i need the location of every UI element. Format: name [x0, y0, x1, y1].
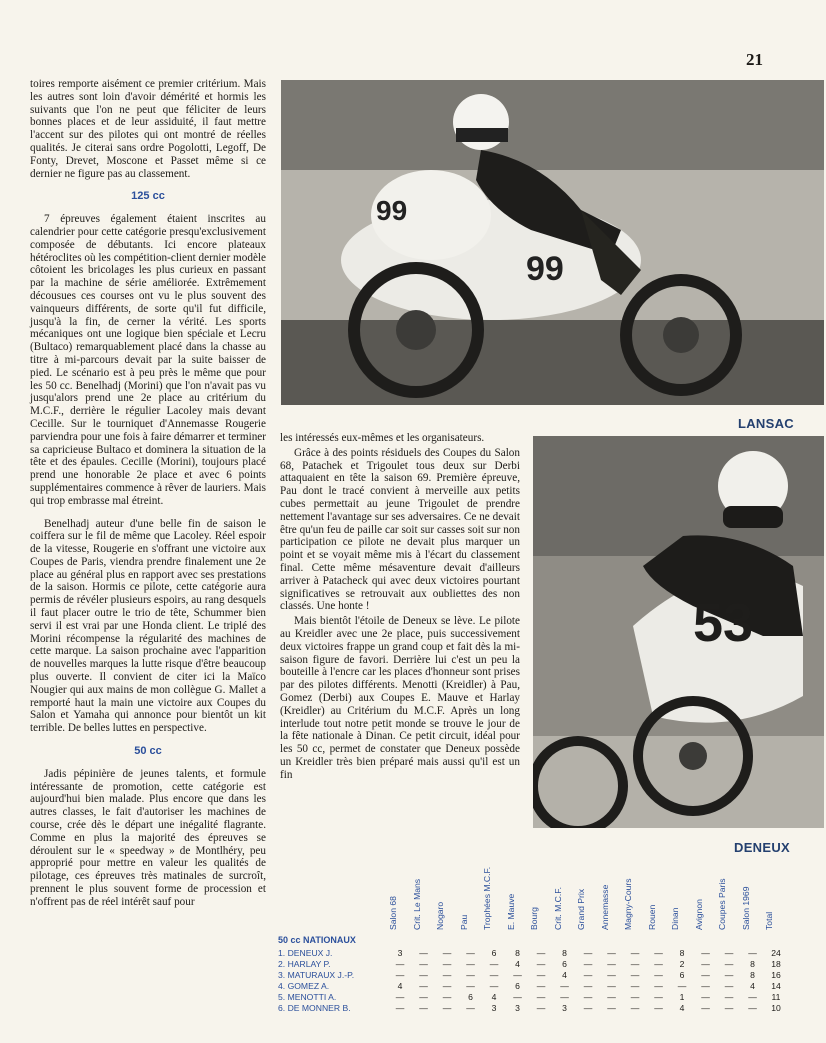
table-cell: —	[607, 970, 616, 980]
table-cell: 10	[771, 1003, 781, 1013]
table-cell: 11	[771, 992, 781, 1002]
column-header	[388, 864, 410, 930]
race-number: 53	[693, 593, 754, 653]
table-cell: —	[630, 959, 640, 969]
paragraph: Mais bientôt l'étoile de Deneux se lève. Le pilote au Kreidler avec une 2e place, puis successivement deux victoires frappe un grand coup et fait dès la mi-saison figure de favori. Derrière lui c'est un peu la bouteille à l'encre car les places d'honneur sont prises par des pilotes différents. Menotti (Kreidler) à Pau, Gomez (Derbi) aux Coupes E. Mauve et Harlay (Kreidler) au Critérium du M.C.F. Après un long interlude tout notre petit monde se trouve le jour de la fête nationale à Dinan. Ce petit circuit, idéal pour les 50 cc, permet de constater que Deneux possède un Kreidler très bien préparé mais aussi qu'il est un fin	[280, 615, 520, 781]
column-header-label: Magny-Cours	[623, 878, 633, 930]
table-cell: 8	[515, 948, 520, 958]
table-cell: —	[513, 992, 522, 1002]
table-cell: 4	[750, 981, 755, 991]
table-cell: 3	[491, 1003, 497, 1013]
table-row	[278, 981, 329, 991]
table-cell: —	[630, 981, 640, 991]
column-header	[529, 864, 551, 930]
table-cell: 16	[771, 970, 781, 980]
table-cell: —	[560, 992, 569, 1002]
table-cell: —	[583, 959, 593, 969]
table-cell: —	[419, 981, 428, 991]
section-heading-125cc: 125 cc	[131, 190, 165, 203]
column-header-label: Bourg	[529, 907, 539, 930]
column-header	[717, 864, 739, 930]
table-cell: 18	[771, 959, 781, 969]
table-cell: —	[536, 1003, 546, 1013]
table-cell: —	[748, 948, 757, 958]
column-header	[693, 864, 716, 930]
table-cell: 14	[771, 981, 781, 991]
table-cell: —	[395, 992, 405, 1002]
table-cell: —	[489, 981, 499, 991]
table-cell: —	[607, 959, 616, 969]
table-cell: —	[724, 981, 734, 991]
rank: 4.	[278, 981, 288, 991]
table-cell: —	[630, 992, 640, 1002]
rank: 5.	[278, 992, 288, 1002]
table-cell: —	[536, 992, 546, 1002]
table-cell: —	[442, 959, 452, 969]
rider-name: GOMEZ A.	[287, 981, 330, 991]
standings-table	[276, 860, 816, 1020]
photo-lansac	[281, 80, 824, 405]
table-cell: 6	[562, 959, 567, 969]
column-header-label: Crit. Le Mans	[411, 878, 422, 930]
table-row	[278, 992, 336, 1002]
table-cell: —	[395, 970, 405, 980]
column-header-label: Grand Prix	[576, 888, 586, 930]
column-header-label: Avignon	[693, 899, 704, 930]
column-header-label: Dinan	[670, 907, 680, 930]
rider-name: MENOTTI A.	[287, 992, 337, 1002]
table-cell: —	[513, 970, 522, 980]
table-cell: —	[607, 948, 616, 958]
table-cell: 6	[468, 992, 473, 1002]
column-header	[670, 864, 692, 930]
race-number: 99	[526, 250, 564, 288]
table-cell: —	[395, 959, 405, 969]
table-cell: —	[701, 970, 710, 980]
rank: 3.	[278, 970, 288, 980]
table-cell: —	[466, 970, 475, 980]
table-cell: —	[583, 992, 593, 1002]
table-cell: —	[442, 981, 452, 991]
table-cell: —	[419, 1003, 428, 1013]
table-cell: —	[419, 959, 428, 969]
table-cell: —	[442, 992, 452, 1002]
table-cell: —	[701, 948, 710, 958]
table-cell: —	[442, 948, 452, 958]
rider-name: MATURAUX J.-P.	[287, 970, 355, 980]
table-cell: —	[466, 1003, 475, 1013]
table-cell: —	[654, 970, 663, 980]
table-cell: —	[489, 959, 499, 969]
column-header-label: Trophées M.C.F.	[482, 866, 492, 930]
caption-deneux: DENEUX	[734, 840, 790, 855]
table-cell: —	[536, 948, 546, 958]
table-cell: —	[654, 981, 663, 991]
column-header-label: Pau	[458, 914, 469, 930]
table-row	[278, 948, 332, 958]
section-heading-50cc: 50 cc	[134, 745, 162, 758]
table-cell: —	[583, 970, 593, 980]
table-cell: —	[419, 970, 428, 980]
table-cell: —	[654, 959, 663, 969]
page-number: 21	[746, 50, 763, 69]
table-cell: —	[724, 959, 734, 969]
table-cell: 6	[679, 970, 685, 980]
table-cell: 4	[515, 959, 520, 969]
column-header-label: E. Mauve	[505, 893, 516, 930]
paragraph: les intéressés eux-mêmes et les organisateurs.	[280, 432, 485, 444]
table-cell: 4	[491, 992, 497, 1002]
column-header	[552, 864, 575, 930]
table-cell: —	[630, 948, 640, 958]
paragraph: Jadis pépinière de jeunes talents, et formule intéressante de promotion, cette catégorie est aujourd'hui bien malade. Plus encore que dans les autres classes, le fait d'autoriser les machines de course, crée dès le départ une inégalité flagrante. Comme en plus la majorité des épreuves se déroulent sur le « speedway » de Montlhéry, peu approprié pour mettre en valeur les qualités de pilotage, ces épreuves très matinales de surcroît, prennent le plus souvent forme de procession et n'offrent pas de réel intérêt sauf pour	[30, 767, 266, 908]
paragraph: Grâce à des points résiduels des Coupes du Salon 68, Patachek et Trigoulet tous deux sur Derbi attaquaient en tête la saison 69. Première épreuve, Pau dont le tracé convient à merveille aux petits cubes permettait au jeune Trigoulet de prendre nettement l'avantage sur ses adversaires. Ce ne devait être qu'un feu de paille car soit sur casses soit sur non participation ce pilote ne devait plus marquer un point et se voyait même mis à l'écart du classement final. Cette même mésaventure devait d'ailleurs arriver à Patacheck qui avec deux victoires pourtant significatives se retrouvait aux oubliettes des non classés. Une honte !	[280, 446, 520, 613]
column-header	[740, 864, 763, 930]
table-cell: 1	[679, 992, 685, 1002]
table-cell: —	[724, 992, 734, 1002]
rank: 1.	[278, 948, 288, 958]
rank: 6.	[278, 1003, 288, 1013]
rider-name: DENEUX J.	[287, 948, 333, 958]
table-cell: 8	[679, 948, 685, 958]
table-cell: 6	[491, 948, 497, 958]
photo-deneux	[533, 436, 824, 828]
table-cell: —	[701, 1003, 710, 1013]
paragraph: toires remporte aisément ce premier critérium. Mais les autres sont loin d'avoir démérité et hormis les suivants que l'on ne peut que féliciter de leurs bonnes places et de leur assiduité, il faut mettre l'accent sur des pilotes qui ont montré de réelles qualités. Je citerai sans ordre Pogolotti, Legoff, De Fonty, Drevet, Moscone et Passet même si ce dernier ne figure pas au classement.	[30, 78, 266, 180]
table-cell: —	[724, 970, 734, 980]
table-cell: 2	[679, 959, 685, 969]
column-header-label: Salon 1969	[740, 886, 751, 930]
table-cell: 8	[750, 959, 755, 969]
table-cell: —	[419, 948, 428, 958]
column-header-label: Crit. M.C.F.	[552, 887, 563, 930]
race-number: 99	[376, 195, 408, 226]
table-cell: —	[442, 1003, 452, 1013]
column-header	[482, 864, 504, 930]
table-cell: —	[630, 1003, 640, 1013]
table-cell: —	[489, 970, 499, 980]
paragraph: 7 épreuves également étaient inscrites au calendrier pour cette catégorie presqu'exclusivement composée de débutants. Ici encore plateaux hétéroclites où les compétition-client dernier modèle côtoient les bricolages les plus curieux en passant par la machine de série améliorée. Extrêmement décousues ces courses ont vu le plus souvent des vainqueurs différents, de sorte qu'il fut difficile, jusqu'à la fin, de cerner la vérité. Les sports mécaniques ont une logique bien spéciale et Lecru (Bultaco) remarquablement placé dans la chasse au titre à mi-parcours devait par la suite baisser de pied. Le scénario est à peu près le même que pour les 50 cc. Benelhadj (Morini) que l'on n'avait pas vu jusqu'alors prend une 2e place au critérium du M.C.F., derrière le régulier Lacoley mais devant Cecille. Sur le tourniquet d'Annemasse Rougerie parviendra pour une fois à faire démarrer et terminer sa capricieuse Bultaco et dominera la situation de la tête et des épaules. Cecille (Morini), toujours placé prend une honorable 2e place et avec 6 points supplémentaires commence à rêver de lauriers. Mais qui trop embrasse mal étreint.	[30, 213, 266, 507]
column-header-label: Nogaro	[435, 901, 445, 930]
rider-name: DE MONNER B.	[287, 1003, 351, 1013]
rider-name: HARLAY P.	[287, 959, 331, 969]
column-header	[435, 864, 457, 930]
table-title: 50 cc NATIONAUX	[278, 935, 356, 945]
table-row	[278, 959, 331, 969]
table-cell: —	[677, 981, 687, 991]
column-header-label: Salon 68	[388, 896, 398, 930]
column-header	[411, 864, 434, 930]
column-header-label: Annemasse	[599, 884, 610, 930]
table-cell: —	[724, 948, 734, 958]
table-cell: —	[630, 970, 640, 980]
table-cell: —	[748, 992, 757, 1002]
table-cell: —	[607, 981, 616, 991]
table-row	[278, 970, 354, 980]
table-cell: 4	[562, 970, 567, 980]
column-header	[646, 864, 669, 930]
column-header-label: Rouen	[646, 904, 657, 930]
column-header	[458, 864, 481, 930]
table-cell: 24	[771, 948, 781, 958]
table-cell: —	[466, 981, 475, 991]
table-cell: 3	[515, 1003, 520, 1013]
table-cell: —	[701, 992, 710, 1002]
table-cell: —	[607, 992, 616, 1002]
rank: 2.	[278, 959, 288, 969]
table-cell: 6	[515, 981, 520, 991]
table-row	[278, 1003, 351, 1013]
paragraph: Benelhadj auteur d'une belle fin de saison le coiffera sur le fil de même que Lacoley. Réel espoir de la vitesse, Rougerie en s'offrant une victoire aux Coupes de Paris, viendra prendre finalement une 2e place au général plus en rapport avec ses prestations de la saison. Hormis ce pilote, cette catégorie aura permis de révéler plusieurs espoirs, au rang desquels il faut placer outre le trio de tête, Schummer bien servi il est vrai par une Honda client. Le triplé des Morini récompense la régularité des machines de cette marque. La saison prochaine avec l'apparition de nouvelles marques la lutte risque d'être beaucoup plus ouverte. Il convient de citer ici la Maïco Nougier qui aux mains de mon collègue G. Mallet a remporté haut la main une victoire aux Coupes du Salon et Yamaha qui annonce pour bientôt un kit terrible. De belles luttes en perspective.	[30, 517, 266, 735]
column-header	[623, 864, 645, 930]
column-header-label: Total	[764, 911, 774, 930]
table-cell: —	[607, 1003, 616, 1013]
table-cell: —	[701, 959, 710, 969]
table-cell: 8	[562, 948, 567, 958]
column-header	[576, 864, 598, 930]
table-cell: —	[466, 959, 475, 969]
table-cell: —	[583, 948, 593, 958]
table-cell: 3	[397, 948, 403, 958]
table-cell: —	[395, 1003, 405, 1013]
table-cell: —	[536, 959, 546, 969]
table-cell: —	[560, 981, 569, 991]
table-cell: 4	[397, 981, 403, 991]
caption-lansac: LANSAC	[738, 416, 794, 431]
table-cell: —	[442, 970, 452, 980]
table-cell: 4	[679, 1003, 685, 1013]
table-cell: —	[748, 1003, 757, 1013]
table-cell: —	[583, 1003, 593, 1013]
table-cell: —	[654, 992, 663, 1002]
table-cell: —	[654, 1003, 663, 1013]
table-cell: —	[536, 970, 546, 980]
column-left	[30, 78, 266, 911]
table-cell: 3	[562, 1003, 567, 1013]
column-header	[505, 864, 528, 930]
table-cell: —	[419, 992, 428, 1002]
column-middle	[280, 432, 520, 784]
column-header-label: Coupes Paris	[717, 878, 727, 930]
table-cell: —	[583, 981, 593, 991]
column-header	[764, 864, 786, 930]
table-cell: —	[466, 948, 475, 958]
table-cell: —	[701, 981, 710, 991]
table-cell: —	[654, 948, 663, 958]
table-cell: —	[536, 981, 546, 991]
table-cell: —	[724, 1003, 734, 1013]
table-cell: 8	[750, 970, 755, 980]
column-header	[599, 864, 622, 930]
